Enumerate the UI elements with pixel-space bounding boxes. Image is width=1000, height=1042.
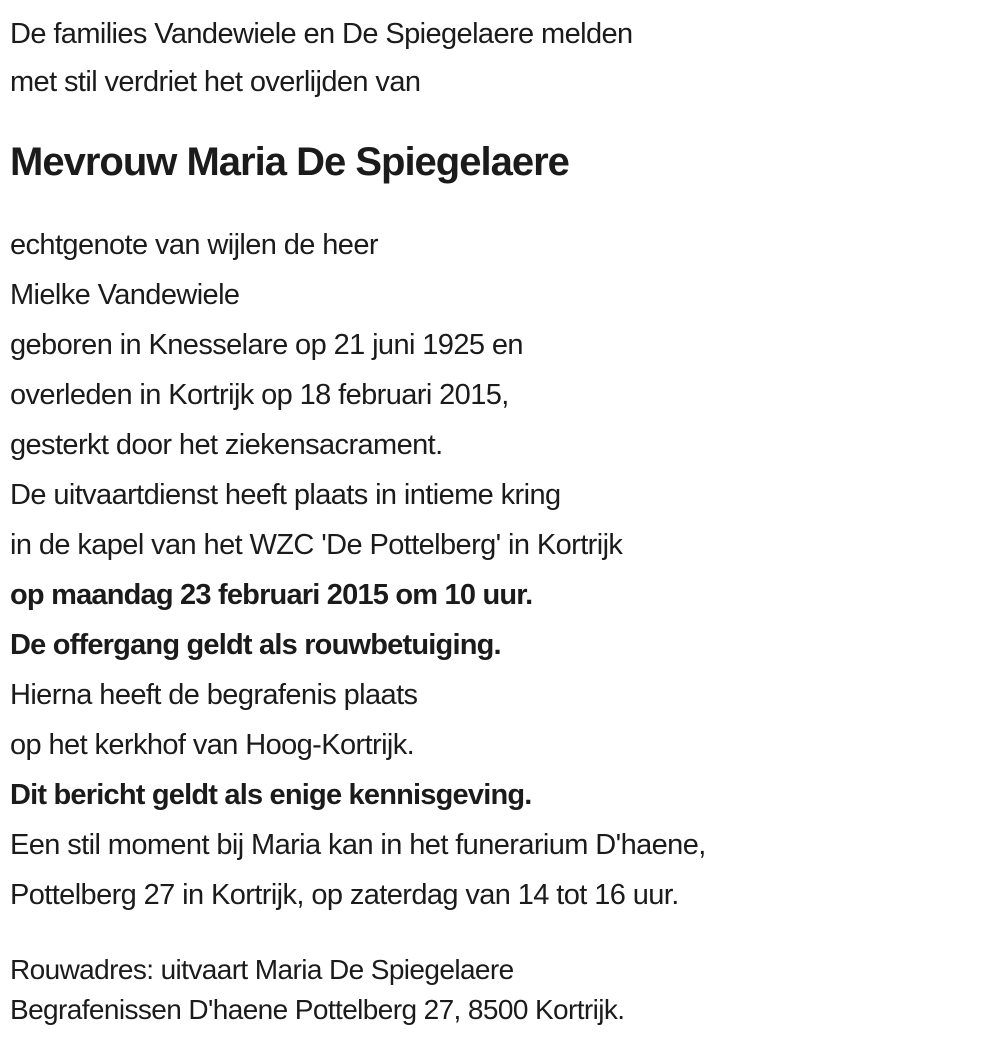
mourning-address: [10, 950, 990, 1030]
body-line-death: overleden in Kortrijk op 18 februari 2015,: [10, 379, 509, 411]
body-line-service-1: De uitvaartdienst heeft plaats in intieme kring: [10, 479, 561, 511]
intro-line-1: De families Vandewiele en De Spiegelaere melden: [10, 18, 633, 50]
body-line-service-2: in de kapel van het WZC 'De Pottelberg' in Kortrijk: [10, 529, 623, 561]
body-line-sacrament: gesterkt door het ziekensacrament.: [10, 429, 443, 461]
body-line-spouse-name: Mielke Vandewiele: [10, 279, 240, 311]
footer-line-rouwadres: Rouwadres: uitvaart Maria De Spiegelaere: [10, 954, 514, 985]
body-line-spouse-intro: echtgenote van wijlen de heer: [10, 229, 378, 261]
body-line-funerarium-1: Een stil moment bij Maria kan in het funerarium D'haene,: [10, 829, 706, 861]
intro-paragraph: [10, 10, 990, 106]
body-line-burial-2: op het kerkhof van Hoog-Kortrijk.: [10, 729, 415, 761]
body-line-funerarium-2: Pottelberg 27 in Kortrijk, op zaterdag van 14 tot 16 uur.: [10, 879, 679, 911]
announcement-body: [10, 220, 990, 920]
body-line-notice: Dit bericht geldt als enige kennisgeving.: [10, 779, 532, 811]
body-line-offergang: De offergang geldt als rouwbetuiging.: [10, 629, 501, 661]
body-line-service-date: op maandag 23 februari 2015 om 10 uur.: [10, 579, 533, 611]
body-line-birth: geboren in Knesselare op 21 juni 1925 en: [10, 329, 523, 361]
body-line-burial-1: Hierna heeft de begrafenis plaats: [10, 679, 418, 711]
footer-line-undertaker: Begrafenissen D'haene Pottelberg 27, 8500 Kortrijk.: [10, 994, 625, 1025]
deceased-name-title: Mevrouw Maria De Spiegelaere: [10, 140, 569, 184]
intro-line-2: met stil verdriet het overlijden van: [10, 66, 421, 98]
